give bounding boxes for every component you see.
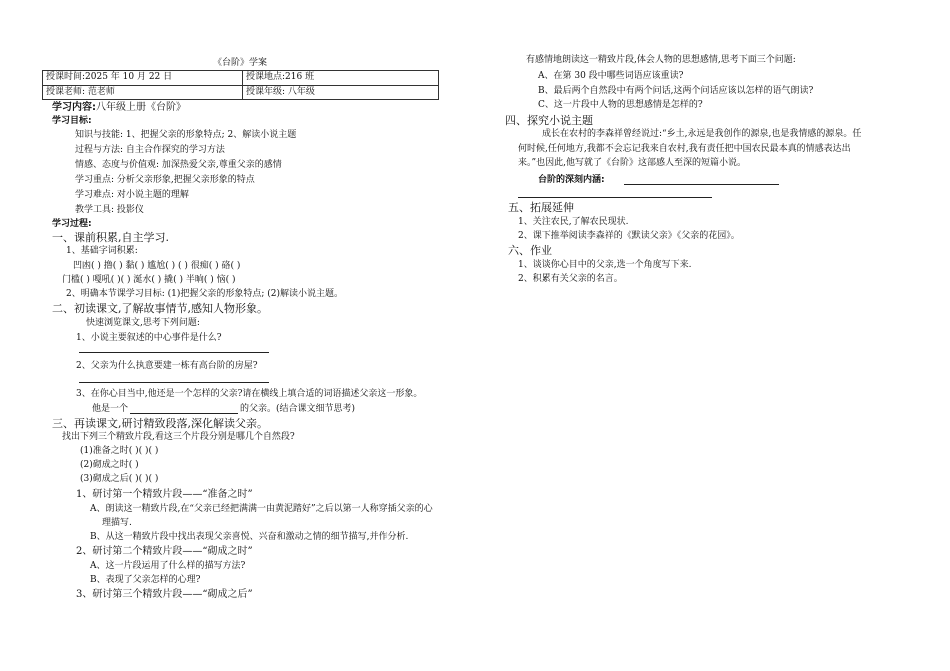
fill-in-blank: [130, 413, 238, 414]
goal-line: 学习难点: 对小说主题的理解: [75, 190, 189, 200]
homework-item: 2、积累有关父亲的名言。: [518, 274, 623, 284]
author-quote-line: 来。”也因此,他写就了《台阶》这部感人至深的短篇小说。: [518, 158, 746, 168]
learning-content-value: 八年级上册《台阶》: [96, 102, 186, 113]
vocab-line: 凹凼( ) 撸( ) 黏( ) 尴尬( ) ( ) 很痴( ) 硌( ): [73, 261, 241, 271]
table-divider: [43, 85, 438, 86]
passage-1-task-b: B、从这一精致片段中找出表现父亲喜悦、兴奋和激动之情的细节描写,并作分析.: [90, 532, 409, 542]
section-6-title: 六、作业: [508, 244, 552, 257]
question-2: 2、父亲为什么执意要建一栋有高台阶的房屋?: [76, 361, 258, 371]
passage-2-task-a: A、这一片段运用了什么样的描写方法?: [90, 561, 246, 571]
goal-line: 学习重点: 分析父亲形象,把握父亲形象的特点: [75, 175, 255, 185]
goal-line: 过程与方法: 自主合作探究的学习方法: [75, 145, 225, 155]
lesson-time: 授课时间:2025 年 10 月 22 日: [46, 72, 173, 82]
section-1-title: 一、课前积累,自主学习.: [52, 231, 169, 244]
goal-line: 知识与技能: 1、把握父亲的形象特点; 2、解读小说主题: [75, 130, 297, 140]
table-divider: [242, 71, 243, 99]
fill-in-prefix: 他是一个: [92, 404, 129, 414]
learning-goals-label: 学习目标:: [52, 116, 92, 126]
passage-2-task-b: B、表现了父亲怎样的心理?: [90, 575, 201, 585]
lesson-place: 授课地点:216 班: [246, 72, 315, 82]
goal-line: 情感、态度与价值观: 加深热爱父亲,尊重父亲的感情: [75, 160, 282, 170]
section-3-intro: 找出下列三个精致片段,看这三个片段分别是哪几个自然段?: [62, 432, 295, 442]
learning-content-label: 学习内容:: [52, 102, 96, 113]
author-quote-line: 何时候,任何地方,我都不会忘记我来自农村,我有责任把中国农民最本真的情感表达出: [518, 144, 851, 154]
vocab-line: 门槛( ) 嘎吼( )( ) 涎水( ) 撬( ) 半晌( ) 恼( ): [62, 275, 236, 285]
section-4-title: 四、探究小说主题: [505, 114, 593, 127]
section-2-intro: 快速浏览课文,思考下列问题:: [86, 318, 200, 328]
answer-line: [518, 197, 712, 198]
goals-recap: 2、明确本节课学习目标: (1)把握父亲的形象特点; (2)解读小说主题。: [66, 289, 344, 299]
lesson-info-table: [42, 70, 439, 100]
passage-1-task-a: A、朗读这一精致片段,在“父亲已经把满满一由黄泥踏好”之后以第一人称穿插父亲的心: [90, 504, 433, 514]
passage-1-title: 1、研讨第一个精致片段——“准备之时”: [76, 489, 253, 500]
lesson-teacher: 授课老师: 范老师: [46, 87, 115, 97]
passage-3-intro: 有感情地朗读这一精致片段,体会人物的思想感情,思考下面三个问题:: [526, 55, 796, 65]
question-1: 1、小说主要叙述的中心事件是什么?: [76, 333, 222, 343]
homework-item: 1、谈谈你心目中的父亲,选一个角度写下来.: [518, 260, 692, 270]
lesson-grade: 授课年级: 八年级: [246, 87, 315, 97]
passage-3-question-b: B、最后两个自然段中有两个问话,这两个问话应该以怎样的语气朗读?: [538, 86, 814, 96]
goal-line: 教学工具: 投影仪: [75, 205, 144, 215]
section-3-title: 三、再读课文,研讨精致段落,深化解读父亲。: [52, 417, 268, 430]
passage-1-task-a-cont: 理描写.: [102, 518, 132, 528]
deep-meaning-label: 台阶的深刻内涵:: [538, 175, 605, 185]
answer-line: [624, 184, 779, 185]
document-title: 《台阶》学案: [213, 58, 268, 68]
passage-item: (2)砌成之时( ): [80, 460, 139, 470]
passage-3-question-c: C、这一片段中人物的思想感情是怎样的?: [538, 100, 703, 110]
fill-in-suffix: 的父亲。(结合课文细节思考): [240, 404, 356, 414]
section-5-title: 五、拓展延伸: [508, 201, 574, 214]
extension-item: 2、课下推举阅读李森祥的《默读父亲》《父亲的花园》。: [518, 231, 740, 241]
vocab-heading: 1、基础字词积累:: [66, 246, 138, 256]
question-3: 3、在你心目当中,他还是一个怎样的父亲?请在横线上填合适的词语描述父亲这一形象。: [76, 389, 423, 399]
learning-content: [52, 103, 186, 113]
answer-line: [79, 352, 269, 353]
section-2-title: 二、初读课文,了解故事情节,感知人物形象。: [52, 302, 268, 315]
passage-item: (1)准备之时( )( )( ): [80, 446, 159, 456]
passage-2-title: 2、研讨第二个精致片段——“砌成之时”: [76, 546, 253, 557]
answer-line: [79, 382, 269, 383]
learning-process-label: 学习过程:: [52, 219, 92, 229]
author-quote-line: 成长在农村的李森祥曾经说过:“乡土,永远是我创作的源泉,也是我情感的源泉。任: [542, 129, 862, 139]
extension-item: 1、关注农民,了解农民现状.: [518, 217, 629, 227]
passage-3-title: 3、研讨第三个精致片段——“砌成之后”: [76, 589, 253, 600]
passage-3-question-a: A、在第 30 段中哪些词语应该重读?: [538, 71, 684, 81]
passage-item: (3)砌成之后( )( )( ): [80, 474, 159, 484]
